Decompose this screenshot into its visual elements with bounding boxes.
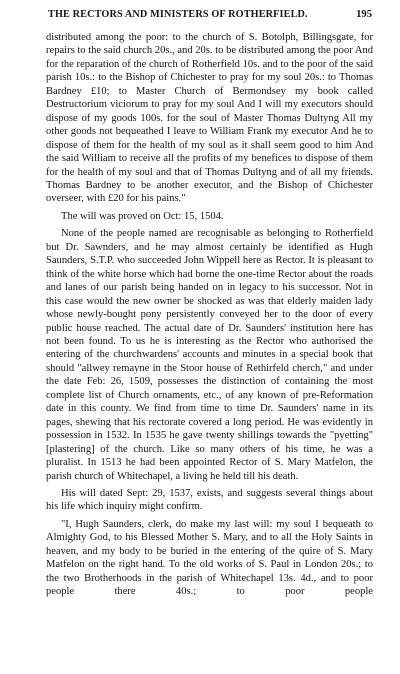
page-number: 195 bbox=[356, 9, 372, 20]
will-dated-paragraph: His will dated Sept: 29, 1537, exists, and suggests several things about his life which inquiry might confirm. bbox=[46, 487, 373, 513]
saunders-will-quote-paragraph: "I, Hugh Saunders, clerk, do make my last will: my soul I bequeath to Almighty God, to his Blessed Mother S. Mary, and to all the Holy Saints in heaven, and my body to be buried in the entering of the quire of S. Mary Matfelon on the right hand. To the old works of S. Paul in London 20s.; to the two Brotherhoods in the parish of Whitechapel 13s. 4d., and to poor people there 40s.; to poor people bbox=[46, 518, 373, 598]
saunders-history-paragraph: None of the people named are recognisable as belonging to Rotherfield but Dr. Sawnders, and he may almost certainly be identified as Hugh Saunders, S.T.P. who succeeded John Wippell here as Rector. It is pleasant to think of the white horse which had borne the one-time Rector about the roads and lanes of our parish being handed on in legacy to his successor. Not in this case would the new owner be shocked as was that elderly maiden lady whose newly-bought pony persistently conveyed her to the door of every public house reached. The actual date of Dr. Saunders' institution here has not been found. To us he is interesting as the Rector who authorised the entering of the churchwardens' accounts and minutes in a special book that should "allwey remayne in the Stoor house of Rethirfeld cherch," and under the date Feb: 26, 1509, possesses the distinction of containing the most complete list of Church ornaments, etc., of any known of pre-Reformation date in this county. We find from time to time Dr. Saunders' name in its pages, shewing that his rectorate covered a long period. He was evidently in possession in 1532. In 1535 he gave twenty shillings towards the "pyetting" [plastering] of the church. Like so many others of his time, he was a pluralist. In 1513 he had been appointed Rector of S. Mary Matfelon, the parish church of Whitechapel, a living he held till his death. bbox=[46, 228, 373, 482]
running-head: THE RECTORS AND MINISTERS OF ROTHERFIELD. bbox=[48, 9, 308, 20]
page-header bbox=[48, 9, 372, 29]
will-continuation-paragraph: distributed among the poor: to the church of S. Botolph, Billingsgate, for repairs to the said church 20s., and 20s. to be distributed among the poor And for the reparation of the church of Rotherfield 10s. and to the poor of the said parish 10s.: to the Bishop of Chichester to pray for my soul 20s.: to Thomas Bardney £10; to Master Church of Bermondsey my book called Destructorium viciorum to pray for my soul And I will my executors should dispose of my goods 100s. for the soul of Master Thomas Dultyng All my other goods not bequeathed I leave to William Frank my executor And he to dispose of them for the health of my soul as it shall seem good to him And the said William to receive all the profits of my benefices to dispose of them for the health of my soul and that of Thomas Dultyng and of all my friends. Thomas Bardney to be another executor, and the Bishop of Chichester overseer, with £20 for his pains." bbox=[46, 32, 373, 205]
body-text bbox=[46, 31, 373, 599]
probate-date-paragraph: The will was proved on Oct: 15, 1504. bbox=[61, 210, 224, 222]
